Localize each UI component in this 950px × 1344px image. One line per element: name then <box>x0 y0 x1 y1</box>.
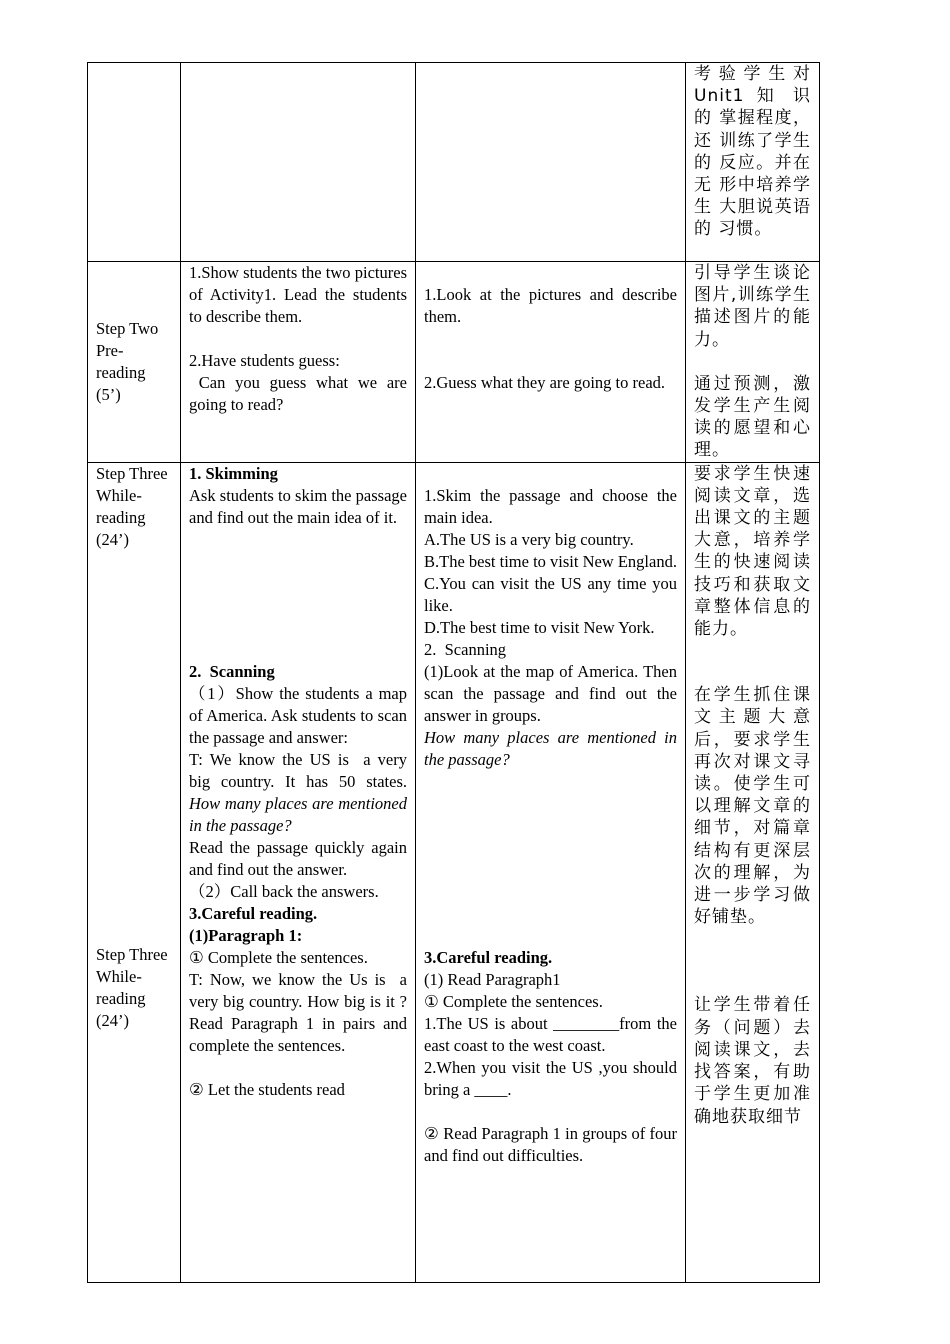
student-heading: 2. Scanning <box>424 639 507 659</box>
teacher-text: ① Complete the sentences. <box>189 947 368 967</box>
student-text: ① Complete the sentences. <box>424 991 603 1011</box>
purpose-text: 要求学生快速阅读文章，选出课文的主题大意，培养学生的快速阅读技巧和获取文章整体信息的能力。 <box>694 463 811 640</box>
purpose-text: 引导学生谈论图片,训练学生描述图片的能力。 <box>694 263 811 350</box>
teacher-question: How many places are mentioned in the passage? <box>189 793 412 835</box>
teacher-text: Read the passage quickly again and find out the answer. <box>189 837 412 879</box>
teacher-activity-cell <box>181 63 416 262</box>
lesson-plan-table <box>87 62 820 1283</box>
student-text: 2.Guess what they are going to read. <box>424 373 666 392</box>
step-label: Step Three While-reading (24’) <box>96 944 172 1030</box>
teacher-heading: (1)Paragraph 1: <box>189 925 303 945</box>
student-text: 1.The US is about ________from the east coast to the west coast. <box>424 1013 682 1055</box>
student-heading: 3.Careful reading. <box>424 947 553 967</box>
student-text: 2.When you visit the US ,you should bring a ____. <box>424 1057 682 1099</box>
student-activity-cell <box>416 262 686 463</box>
step-cell <box>88 462 181 1282</box>
student-text: (1) Read Paragraph1 <box>424 969 561 989</box>
table-row <box>88 262 820 463</box>
student-text: 1.Look at the pictures and describe them. <box>424 285 682 326</box>
step-label: Step Three While-reading (24’) <box>96 463 172 549</box>
student-question: How many places are mentioned in the passage? <box>424 727 682 769</box>
purpose-text: 让学生带着任务（问题）去阅读课文，去找答案，有助于学生更加准确地获取细节 <box>694 995 811 1127</box>
teacher-text: ② Let the students read <box>189 1079 345 1099</box>
table-row <box>88 462 820 1282</box>
teacher-text: （2）Call back the answers. <box>189 881 379 901</box>
teacher-heading: 3.Careful reading. <box>189 903 318 923</box>
student-option: B.The best time to visit New England. <box>424 551 677 571</box>
step-cell <box>88 63 181 262</box>
purpose-cell <box>686 63 820 262</box>
teacher-activity-cell <box>181 462 416 1282</box>
student-text: (1)Look at the map of America. Then scan the passage and find out the answer in groups. <box>424 661 682 725</box>
student-option: C.You can visit the US any time you like. <box>424 573 682 615</box>
student-activity-cell <box>416 63 686 262</box>
teacher-text: T: Now, we know the Us is a very big country. How big is it ? Read Paragraph 1 in pairs and complete the sentences. <box>189 969 412 1055</box>
purpose-text: 考 验 学 生 对 Unit1 知 识 的 掌握程度，还 训练了学生的 反应。并在无 形中培养学生 大胆说英语的 习惯。 <box>694 64 818 240</box>
teacher-heading: 1. Skimming <box>189 463 278 483</box>
step-cell <box>88 262 181 463</box>
purpose-text: 在学生抓住课文主题大意后，要求学生再次对课文寻读。使学生可以理解文章的细节，对篇章结构有更深层次的理解，为进一步学习做好铺垫。 <box>694 685 811 928</box>
student-text: ② Read Paragraph 1 in groups of four and find out difficulties. <box>424 1123 682 1165</box>
purpose-cell <box>686 262 820 463</box>
teacher-text: Ask students to skim the passage and find out the main idea of it. <box>189 485 412 527</box>
teacher-heading: 2. Scanning <box>189 661 275 681</box>
purpose-text: 通过预测，激发学生产生阅读的愿望和心理。 <box>694 373 811 461</box>
student-text: 1.Skim the passage and choose the main idea. <box>424 485 682 527</box>
teacher-text: （1）Show the students a map of America. Ask students to scan the passage and answer: <box>189 683 412 747</box>
step-label: Step Two Pre-reading (5’) <box>96 318 163 404</box>
teacher-text: 1.Show students the two pictures of Activity1. Lead the students to describe them. <box>189 263 412 326</box>
table-row <box>88 63 820 262</box>
purpose-cell <box>686 462 820 1282</box>
teacher-text: Can you guess what we are going to read? <box>189 373 412 414</box>
student-option: D.The best time to visit New York. <box>424 617 655 637</box>
teacher-text: 2.Have students guess: <box>189 351 340 370</box>
student-activity-cell <box>416 462 686 1282</box>
teacher-text: T: We know the US is a very big country. It has 50 states. How many places are mentioned in the passage? <box>189 749 412 835</box>
teacher-activity-cell <box>181 262 416 463</box>
student-option: A.The US is a very big country. <box>424 529 634 549</box>
